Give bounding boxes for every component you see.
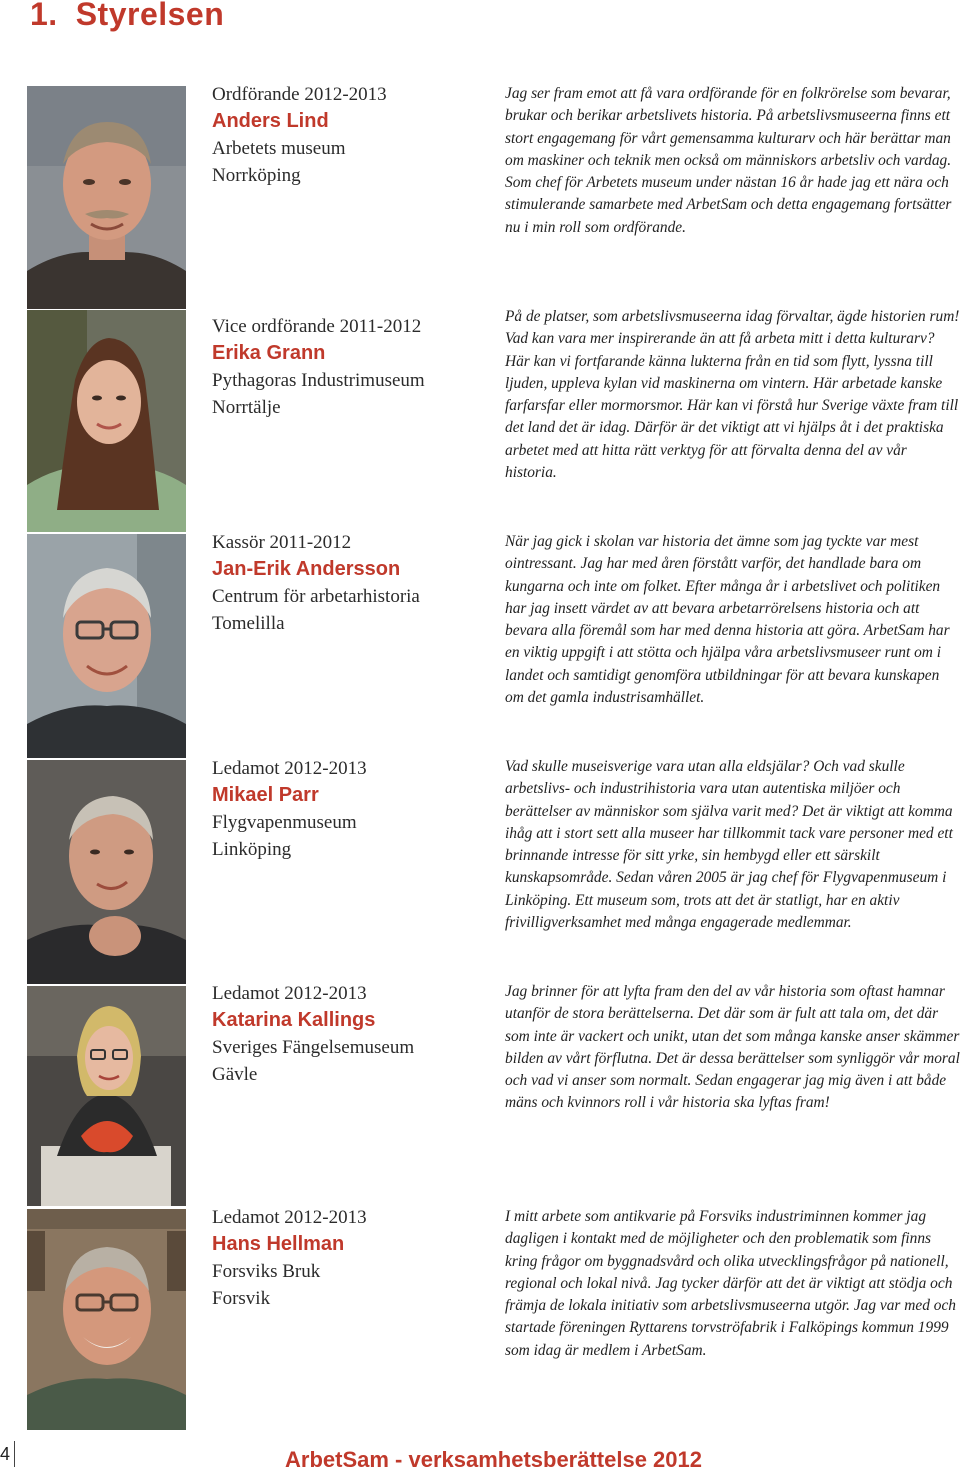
member-organization: Centrum för arbetarhistoria — [212, 586, 420, 607]
footer-publication-title: ArbetSam - verksamhetsberättelse 2012 — [285, 1447, 703, 1472]
portrait-photo — [27, 760, 186, 984]
member-organization: Sveriges Fängelsemuseum — [212, 1037, 415, 1058]
member-organization: Forsviks Bruk — [212, 1261, 321, 1282]
member-city: Forsvik — [212, 1288, 271, 1309]
page-title — [30, 0, 224, 33]
section-number: 1. — [30, 0, 58, 32]
member-statement: På de platser, som arbetslivsmuseerna idag förvaltar, ägde historien rum! Vad kan vara mer inspirerande än att få arbeta mitt i detta kulturarv? Här kan vi fortfarande känna lukterna från en tid som flytt, lyssna till ljuden, uppleva kylan vid maskinerna om vintern. Här arbetade kanske farfarsfar eller mormorsmor. Här kan vi förstå hur Sverige växte fram till det land det är idag. Därför är det viktigt att vi hjälps åt i det praktiska arbetet med att hitta rätt verktyg för att förvalta denna del av vår historia. — [505, 308, 960, 482]
portrait-photo — [27, 1209, 186, 1430]
portrait-photo — [27, 310, 186, 532]
member-statement: När jag gick i skolan var historia det ämne som jag tyckte var mest ointressant. Jag har med åren förstått varför, det handlade bara om kungarna och inte om folket. Efter många år i arbetslivet och politiken har jag insett värdet av att bevara arbetarrörelsens historia och att bevara alla föremål som har med denna historia att göra. ArbetSam har en viktig uppgift i att stötta och hjälpa våra arbetslivsmuseer runt om i landet och samtidigt genomföra utbildningar för att bevara kunskapen om det gamla industrisamhället. — [505, 533, 950, 707]
member-role: Ledamot 2012-2013 — [212, 758, 367, 779]
portrait-photo — [27, 534, 186, 758]
member-city: Linköping — [212, 839, 292, 860]
member-organization: Pythagoras Industrimuseum — [212, 370, 425, 391]
member-statement: Jag ser fram emot att få vara ordförande för en folkrörelse som bevarar, brukar och berikar arbetslivets historia. På arbetslivsmuseerna finns ett stort engagemang för vårt gemensamma kulturarv och här berättar man om maskiner och teknik men också om människors arbetsliv och vardag. Som chef för Arbetets museum under nästan 16 år hade jag ett nära och stimulerande samarbete med ArbetSam och detta engagemang fortsätter nu i min roll som ordförande. — [505, 85, 952, 236]
member-role: Ledamot 2012-2013 — [212, 983, 367, 1004]
member-role: Ledamot 2012-2013 — [212, 1207, 367, 1228]
page-number: 4 — [0, 1441, 15, 1467]
member-organization: Flygvapenmuseum — [212, 812, 357, 833]
member-statement: Jag brinner för att lyfta fram den del av vår historia som oftast hamnar utanför de stora berättelserna. Det där som är fult att tala om, det där som inte är vackert och unikt, utan det som många kanske anser skämmer bilden av vårt förflutna. Det är dessa berättelser som synliggör vår moral och vad vi anser som normalt. Sedan engagerar jag mig även i att både mäns och kvinnors roll i vår historia ska lyftas fram! — [505, 983, 960, 1112]
member-role: Vice ordförande 2011-2012 — [212, 316, 422, 337]
member-city: Gävle — [212, 1064, 258, 1085]
member-name: Hans Hellman — [212, 1233, 345, 1255]
member-name: Mikael Parr — [212, 784, 319, 806]
member-statement: I mitt arbete som antikvarie på Forsviks industriminnen kommer jag dagligen i kontakt med de möjligheter och den problematik som finns kring frågor om byggnadsvård och olika utvecklingsfrågor på nationell, regional och lokal nivå. Jag tycker därför att det är viktigt att stödja och främja de lokala initiativ som arbetslivsmuseerna utgör. Jag var med och startade föreningen Ryttarens torvströfabrik i Falköpings kommun 1999 som idag är medlem i ArbetSam. — [505, 1208, 956, 1359]
member-name: Katarina Kallings — [212, 1009, 376, 1031]
section-title: Styrelsen — [75, 0, 225, 32]
member-statement: Vad skulle museisverige vara utan alla eldsjälar? Och vad skulle arbetslivs- och industrihistoria vara utan autentiska miljöer och berättelser av människor som själva varit med? Det är viktigt att komma ihåg att i stort sett alla museer har tillkommit tack vare personer med ett brinnande intresse för sitt yrke, sin hembygd eller ett särskilt kunskapsområde. Sedan våren 2005 är jag chef för Flygvapenmuseum i Linköping. Ett museum som, trots att det är statligt, har en aktiv frivilligverksamhet med många engagerade medlemmar. — [505, 758, 953, 932]
member-name: Anders Lind — [212, 110, 329, 132]
portrait-photo — [27, 986, 186, 1206]
member-role: Kassör 2011-2012 — [212, 532, 352, 553]
member-organization: Arbetets museum — [212, 138, 346, 159]
member-name: Erika Grann — [212, 342, 326, 364]
member-name: Jan-Erik Andersson — [212, 558, 401, 580]
member-city: Norrköping — [212, 165, 301, 186]
member-city: Tomelilla — [212, 613, 285, 634]
member-role: Ordförande 2012-2013 — [212, 84, 387, 105]
portrait-photo — [27, 86, 186, 309]
member-city: Norrtälje — [212, 397, 281, 418]
